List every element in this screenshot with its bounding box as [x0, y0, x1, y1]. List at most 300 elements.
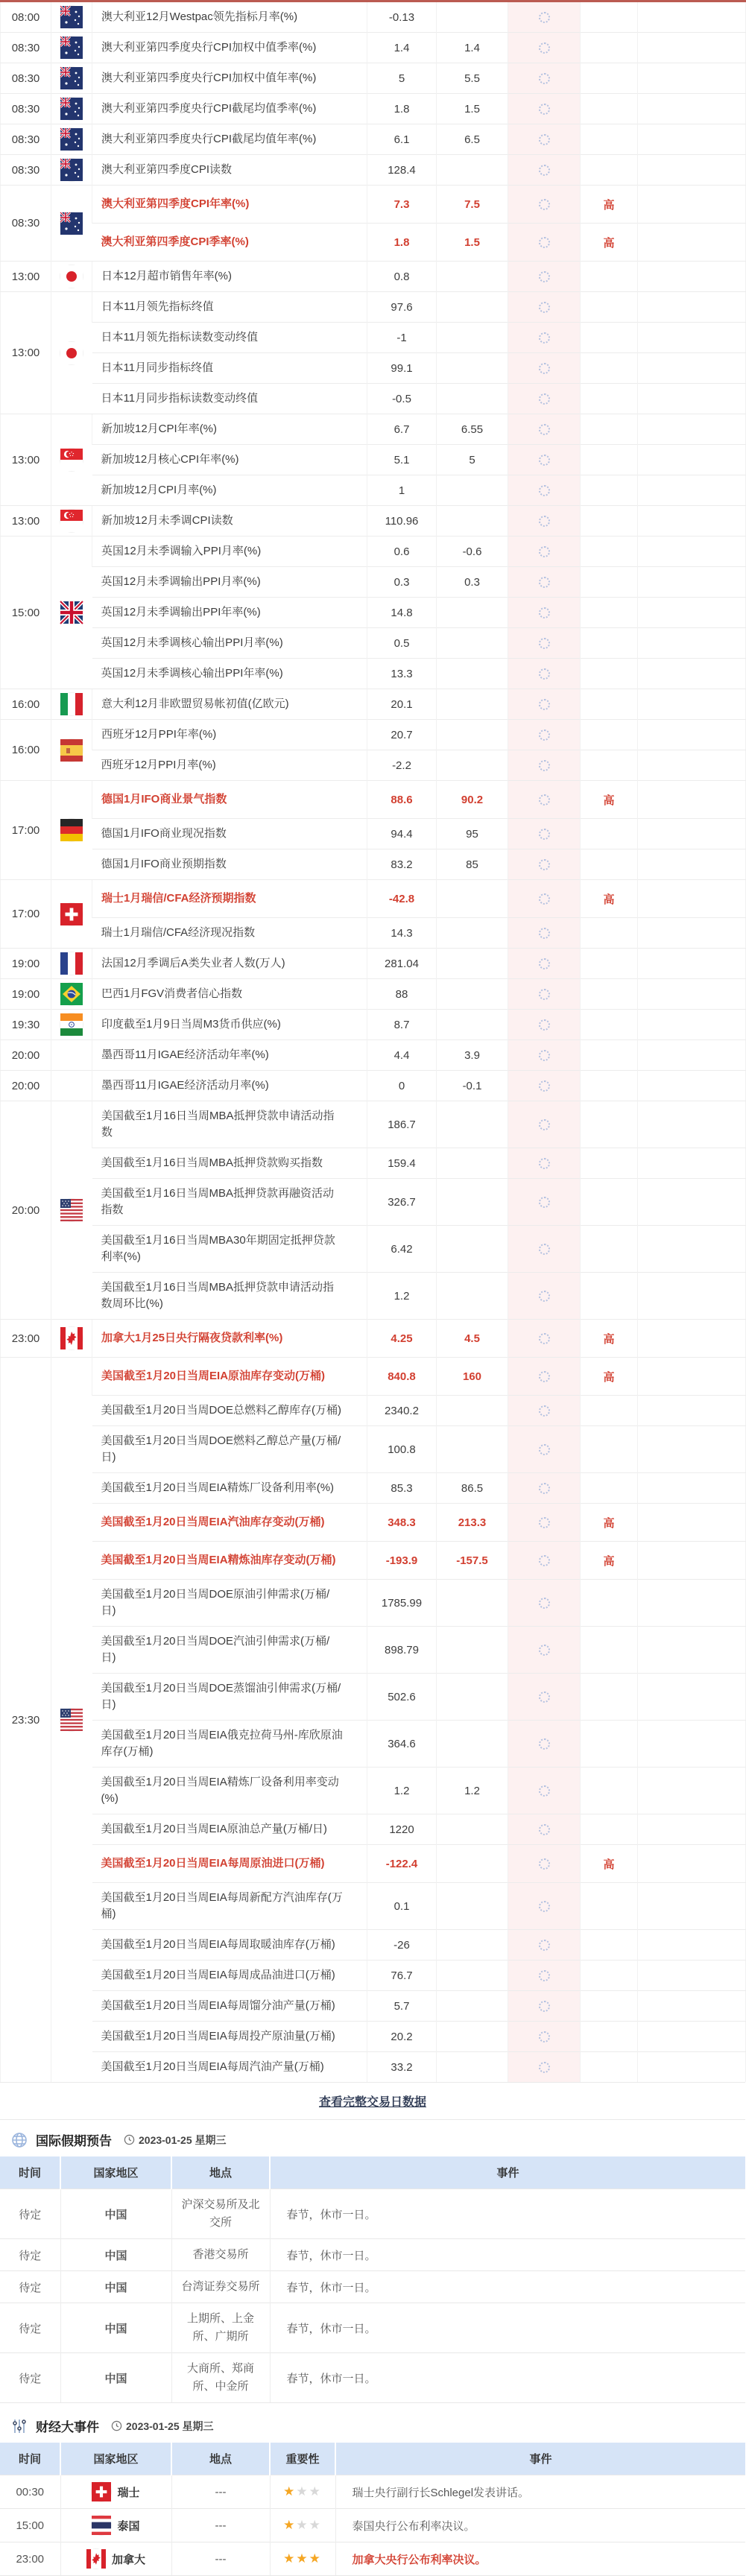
- forecast-value: 213.3: [437, 1504, 508, 1542]
- jp-flag-icon: [60, 342, 83, 364]
- release-time: 16:00: [1, 689, 51, 720]
- importance-cell: 高: [581, 1845, 638, 1883]
- effect-cell: [638, 1010, 746, 1040]
- previous-value: 0.3: [367, 567, 437, 598]
- effect-cell: [638, 384, 746, 414]
- effect-cell: [638, 1273, 746, 1320]
- effect-cell: [638, 567, 746, 598]
- indicator-name: 美国截至1月16日当周MBA抵押贷款购买指数: [92, 1148, 367, 1179]
- effect-cell: [638, 1148, 746, 1179]
- effect-cell: [638, 124, 746, 155]
- importance-cell: 高: [581, 224, 638, 262]
- published-value-cell: [508, 94, 581, 124]
- forecast-value: -0.6: [437, 537, 508, 567]
- forecast-value: [437, 1273, 508, 1320]
- release-time: 20:00: [1, 1071, 51, 1101]
- holiday-country: 中国: [60, 2353, 171, 2403]
- importance-cell: [581, 567, 638, 598]
- col-country: 国家地区: [60, 2443, 171, 2475]
- loading-spinner-icon: [539, 12, 550, 23]
- release-time: 17:00: [1, 880, 51, 949]
- indicator-name: 澳大利亚第四季度CPI季率(%): [92, 224, 367, 262]
- importance-cell: [581, 2052, 638, 2083]
- holiday-row: [0, 2239, 745, 2271]
- previous-value: 1: [367, 475, 437, 506]
- previous-value: 1785.99: [367, 1580, 437, 1627]
- country-flag-cell: [51, 1071, 92, 1101]
- release-time: 13:00: [1, 262, 51, 292]
- country-flag-cell: [51, 262, 92, 292]
- indicator-row: [1, 537, 746, 567]
- forecast-value: 5: [437, 445, 508, 475]
- previous-value: 840.8: [367, 1358, 437, 1396]
- published-value-cell: [508, 1473, 581, 1504]
- indicator-name: 墨西哥11月IGAE经济活动年率(%): [92, 1040, 367, 1071]
- forecast-value: [437, 1179, 508, 1226]
- forecast-value: [437, 918, 508, 949]
- star-empty-icon: ★: [309, 2518, 322, 2532]
- release-time: 08:30: [1, 63, 51, 94]
- indicator-row: [1, 1273, 746, 1320]
- published-value-cell: [508, 1883, 581, 1930]
- previous-value: 128.4: [367, 155, 437, 186]
- indicator-name: 法国12月季调后A类失业者人数(万人): [92, 949, 367, 979]
- forecast-value: 90.2: [437, 781, 508, 819]
- importance-cell: [581, 262, 638, 292]
- indicator-name: 美国截至1月20日当周DOE汽油引伸需求(万桶/日): [92, 1627, 367, 1674]
- indicator-row: [1, 63, 746, 94]
- published-value-cell: [508, 567, 581, 598]
- indicator-name: 美国截至1月20日当周EIA每周原油进口(万桶): [92, 1845, 367, 1883]
- importance-cell: [581, 537, 638, 567]
- previous-value: 6.7: [367, 414, 437, 445]
- events-section-title: 财经大事件: [36, 2420, 99, 2434]
- effect-cell: [638, 224, 746, 262]
- loading-spinner-icon: [539, 332, 550, 344]
- published-value-cell: [508, 1071, 581, 1101]
- holiday-place: 香港交易所: [171, 2239, 270, 2271]
- event-country-name: 瑞士: [117, 2486, 140, 2499]
- effect-cell: [638, 1883, 746, 1930]
- effect-cell: [638, 292, 746, 323]
- previous-value: 1.2: [367, 1273, 437, 1320]
- indicator-name: 澳大利亚12月Westpac领先指标月率(%): [92, 1, 367, 33]
- previous-value: -2.2: [367, 750, 437, 781]
- indicator-row: [1, 155, 746, 186]
- de-flag-icon: [60, 819, 83, 841]
- previous-value: 8.7: [367, 1010, 437, 1040]
- indicator-name: 美国截至1月20日当周EIA精炼厂设备利用率变动(%): [92, 1768, 367, 1814]
- importance-cell: [581, 292, 638, 323]
- indicator-name: 瑞士1月瑞信/CFA经济现况指数: [92, 918, 367, 949]
- indicator-row: [1, 1320, 746, 1358]
- effect-cell: [638, 1226, 746, 1273]
- indicator-row: [1, 186, 746, 224]
- forecast-value: [437, 1426, 508, 1473]
- event-country-name: 泰国: [117, 2519, 140, 2533]
- release-time: 08:00: [11, 10, 40, 24]
- view-full-day-data-link[interactable]: 查看完整交易日数据: [318, 2096, 426, 2109]
- importance-cell: [581, 1396, 638, 1426]
- indicator-row: [1, 2052, 746, 2083]
- event-country: [60, 2509, 171, 2542]
- release-time: 08:30: [1, 124, 51, 155]
- previous-value: 281.04: [367, 949, 437, 979]
- effect-cell: [638, 750, 746, 781]
- published-value-cell: [508, 1991, 581, 2022]
- loading-spinner-icon: [539, 893, 550, 905]
- previous-value: 7.3: [367, 186, 437, 224]
- effect-cell: [638, 1, 746, 33]
- published-value-cell: [508, 1179, 581, 1226]
- events-table-header: [0, 2443, 745, 2475]
- indicator-row: [1, 880, 746, 918]
- importance-cell: [581, 1101, 638, 1148]
- view-all-row: [0, 2082, 745, 2120]
- indicator-row: [1, 1991, 746, 2022]
- effect-cell: [638, 63, 746, 94]
- indicator-name: 日本11月领先指标终值: [92, 292, 367, 323]
- loading-spinner-icon: [539, 1517, 550, 1528]
- published-value-cell: [508, 1040, 581, 1071]
- published-value-cell: [508, 2052, 581, 2083]
- published-value-cell: [508, 781, 581, 819]
- forecast-value: [437, 1883, 508, 1930]
- previous-value: 6.1: [367, 124, 437, 155]
- published-value-cell: [508, 598, 581, 628]
- previous-value: 0.8: [367, 262, 437, 292]
- release-time: 17:00: [1, 781, 51, 880]
- country-flag-cell: [51, 292, 92, 414]
- holiday-section-title: 国际假期预告: [36, 2134, 112, 2148]
- loading-spinner-icon: [539, 760, 550, 771]
- published-value-cell: [508, 384, 581, 414]
- au-flag-icon: [60, 159, 83, 181]
- indicator-name: 美国截至1月20日当周EIA俄克拉荷马州-库欣原油库存(万桶): [92, 1721, 367, 1768]
- col-event: 事件: [270, 2156, 745, 2189]
- loading-spinner-icon: [539, 485, 550, 496]
- loading-spinner-icon: [539, 73, 550, 84]
- previous-value: -42.8: [367, 880, 437, 918]
- effect-cell: [638, 186, 746, 224]
- effect-cell: [638, 1179, 746, 1226]
- published-value-cell: [508, 849, 581, 880]
- indicator-name: 澳大利亚第四季度央行CPI截尾均值年率(%): [92, 124, 367, 155]
- importance-cell: [581, 1627, 638, 1674]
- indicator-name: 印度截至1月9日当周M3货币供应(%): [92, 1010, 367, 1040]
- indicator-row: [1, 1721, 746, 1768]
- indicator-row: [1, 1930, 746, 1961]
- star-filled-icon: ★: [283, 2484, 297, 2499]
- published-value-cell: [508, 628, 581, 659]
- holiday-event: 春节，休市一日。: [270, 2353, 745, 2403]
- au-flag-icon: [60, 67, 83, 89]
- holiday-place: 上期所、上金所、广期所: [171, 2303, 270, 2353]
- indicator-row: [1, 949, 746, 979]
- importance-cell: [581, 155, 638, 186]
- star-filled-icon: ★: [283, 2551, 297, 2566]
- effect-cell: [638, 506, 746, 537]
- indicator-row: [1, 1768, 746, 1814]
- indicator-name: 美国截至1月20日当周EIA精炼油库存变动(万桶): [92, 1542, 367, 1580]
- effect-cell: [638, 155, 746, 186]
- indicator-name: 德国1月IFO商业景气指数: [92, 781, 367, 819]
- published-value-cell: [508, 1148, 581, 1179]
- indicator-name: 西班牙12月PPI月率(%): [92, 750, 367, 781]
- published-value-cell: [508, 2022, 581, 2052]
- br-flag-icon: [60, 983, 83, 1005]
- previous-value: 5: [367, 63, 437, 94]
- loading-spinner-icon: [539, 1019, 550, 1031]
- importance-cell: 高: [581, 1358, 638, 1396]
- star-empty-icon: ★: [296, 2484, 309, 2499]
- indicator-row: [1, 1426, 746, 1473]
- effect-cell: [638, 33, 746, 63]
- effect-cell: [638, 628, 746, 659]
- indicator-row: [1, 1627, 746, 1674]
- country-flag-cell: [51, 186, 92, 262]
- previous-value: -26: [367, 1930, 437, 1961]
- country-flag-cell: [51, 979, 92, 1010]
- event-importance: [270, 2475, 335, 2509]
- previous-value: 502.6: [367, 1674, 437, 1721]
- effect-cell: [638, 445, 746, 475]
- event-description: 瑞士央行副行长Schlegel发表讲话。: [335, 2475, 745, 2509]
- col-time: 时间: [0, 2156, 60, 2189]
- indicator-name: 新加坡12月核心CPI年率(%): [92, 445, 367, 475]
- event-row: [0, 2509, 745, 2542]
- published-value-cell: [508, 1627, 581, 1674]
- previous-value: 88.6: [367, 781, 437, 819]
- release-time: 08:30: [1, 155, 51, 186]
- forecast-value: [437, 384, 508, 414]
- effect-cell: [638, 659, 746, 689]
- au-flag-icon: [60, 98, 83, 120]
- event-time: 23:00: [0, 2542, 60, 2576]
- star-filled-icon: ★: [309, 2551, 322, 2566]
- importance-cell: [581, 628, 638, 659]
- jp-flag-icon: [60, 265, 83, 288]
- published-value-cell: [508, 414, 581, 445]
- importance-cell: [581, 2022, 638, 2052]
- indicator-name: 巴西1月FGV消费者信心指数: [92, 979, 367, 1010]
- forecast-value: [437, 262, 508, 292]
- indicator-row: [1, 979, 746, 1010]
- forecast-value: [437, 1721, 508, 1768]
- indicator-row: [1, 323, 746, 353]
- published-value-cell: [508, 186, 581, 224]
- published-value-cell: [508, 819, 581, 849]
- holiday-event: 春节，休市一日。: [270, 2303, 745, 2353]
- forecast-value: [437, 949, 508, 979]
- forecast-value: 1.5: [437, 224, 508, 262]
- forecast-value: [437, 2052, 508, 2083]
- previous-value: 97.6: [367, 292, 437, 323]
- indicator-name: 英国12月未季调核心输出PPI年率(%): [92, 659, 367, 689]
- loading-spinner-icon: [539, 1050, 550, 1061]
- indicator-row: [1, 1040, 746, 1071]
- previous-value: 898.79: [367, 1627, 437, 1674]
- col-place: 地点: [171, 2156, 270, 2189]
- forecast-value: -0.1: [437, 1071, 508, 1101]
- loading-spinner-icon: [539, 546, 550, 557]
- published-value-cell: [508, 689, 581, 720]
- indicator-row: [1, 2022, 746, 2052]
- release-time: 23:00: [1, 1320, 51, 1358]
- indicator-row: [1, 849, 746, 880]
- previous-value: 4.4: [367, 1040, 437, 1071]
- country-flag-cell: [51, 33, 92, 63]
- star-filled-icon: ★: [296, 2551, 309, 2566]
- loading-spinner-icon: [539, 730, 550, 741]
- published-value-cell: [508, 1961, 581, 1991]
- indicator-name: 美国截至1月20日当周EIA每周投产原油量(万桶): [92, 2022, 367, 2052]
- country-flag-cell: [51, 720, 92, 781]
- forecast-value: [437, 880, 508, 918]
- forecast-value: 7.5: [437, 186, 508, 224]
- published-value-cell: [508, 880, 581, 918]
- loading-spinner-icon: [539, 1645, 550, 1656]
- loading-spinner-icon: [539, 1738, 550, 1750]
- published-value-cell: [508, 506, 581, 537]
- indicator-row: [1, 384, 746, 414]
- indicator-name: 德国1月IFO商业预期指数: [92, 849, 367, 880]
- forecast-value: [437, 1814, 508, 1845]
- holiday-table-header: [0, 2156, 745, 2189]
- importance-cell: [581, 1273, 638, 1320]
- importance-cell: [581, 1473, 638, 1504]
- published-value-cell: [508, 292, 581, 323]
- forecast-value: [437, 598, 508, 628]
- event-place: ---: [171, 2475, 270, 2509]
- forecast-value: [437, 1010, 508, 1040]
- indicator-row: [1, 659, 746, 689]
- importance-cell: [581, 1768, 638, 1814]
- indicator-row: [1, 1179, 746, 1226]
- published-value-cell: [508, 720, 581, 750]
- loading-spinner-icon: [539, 1405, 550, 1417]
- holiday-row: [0, 2303, 745, 2353]
- published-value-cell: [508, 155, 581, 186]
- previous-value: 6.42: [367, 1226, 437, 1273]
- indicator-row: [1, 1814, 746, 1845]
- holiday-row: [0, 2189, 745, 2239]
- indicator-row: [1, 33, 746, 63]
- importance-cell: [581, 1148, 638, 1179]
- importance-cell: 高: [581, 880, 638, 918]
- loading-spinner-icon: [539, 699, 550, 710]
- holiday-time: 待定: [0, 2271, 60, 2303]
- indicator-name: 日本11月同步指标终值: [92, 353, 367, 384]
- holiday-table: [0, 2156, 745, 2403]
- importance-cell: [581, 1580, 638, 1627]
- forecast-value: [437, 979, 508, 1010]
- holiday-country: 中国: [60, 2189, 171, 2239]
- loading-spinner-icon: [539, 134, 550, 145]
- country-flag-cell: [51, 537, 92, 689]
- indicator-name: 新加坡12月未季调CPI读数: [92, 506, 367, 537]
- importance-cell: [581, 1961, 638, 1991]
- importance-cell: [581, 918, 638, 949]
- previous-value: 364.6: [367, 1721, 437, 1768]
- loading-spinner-icon: [539, 165, 550, 176]
- release-time: 13:00: [1, 292, 51, 414]
- col-importance: 重要性: [270, 2443, 335, 2475]
- indicator-name: 德国1月IFO商业现况指数: [92, 819, 367, 849]
- importance-cell: [581, 506, 638, 537]
- release-time: 20:00: [1, 1101, 51, 1320]
- importance-cell: [581, 720, 638, 750]
- indicator-row: [1, 781, 746, 819]
- previous-value: 94.4: [367, 819, 437, 849]
- loading-spinner-icon: [539, 2001, 550, 2012]
- effect-cell: [638, 1101, 746, 1148]
- country-flag-cell: [51, 781, 92, 880]
- forecast-value: [437, 1148, 508, 1179]
- importance-cell: [581, 1226, 638, 1273]
- holiday-event: 春节，休市一日。: [270, 2189, 745, 2239]
- published-value-cell: [508, 124, 581, 155]
- country-flag-cell: [51, 124, 92, 155]
- loading-spinner-icon: [539, 1158, 550, 1169]
- indicator-name: 澳大利亚第四季度CPI读数: [92, 155, 367, 186]
- indicator-name: 美国截至1月20日当周EIA汽油库存变动(万桶): [92, 1504, 367, 1542]
- holiday-time: 待定: [0, 2239, 60, 2271]
- loading-spinner-icon: [539, 455, 550, 466]
- indicator-row: [1, 918, 746, 949]
- indicator-row: [1, 1845, 746, 1883]
- sliders-icon: [10, 2417, 28, 2435]
- forecast-value: [437, 155, 508, 186]
- forecast-value: [437, 1101, 508, 1148]
- indicator-name: 澳大利亚第四季度央行CPI加权中值年率(%): [92, 63, 367, 94]
- previous-value: 1.4: [367, 33, 437, 63]
- published-value-cell: [508, 659, 581, 689]
- clock-icon: [124, 2134, 135, 2145]
- forecast-value: [437, 659, 508, 689]
- loading-spinner-icon: [539, 989, 550, 1000]
- holiday-place: 大商所、郑商所、中金所: [171, 2353, 270, 2403]
- importance-cell: [581, 445, 638, 475]
- published-value-cell: [508, 1426, 581, 1473]
- importance-cell: 高: [581, 186, 638, 224]
- importance-cell: [581, 1674, 638, 1721]
- previous-value: 88: [367, 979, 437, 1010]
- indicator-row: [1, 292, 746, 323]
- col-place: 地点: [171, 2443, 270, 2475]
- indicator-row: [1, 1961, 746, 1991]
- previous-value: 20.1: [367, 689, 437, 720]
- effect-cell: [638, 1071, 746, 1101]
- indicator-name: 美国截至1月20日当周EIA每周汽油产量(万桶): [92, 2052, 367, 2083]
- importance-cell: [581, 33, 638, 63]
- importance-cell: [581, 750, 638, 781]
- holiday-event: 春节，休市一日。: [270, 2239, 745, 2271]
- effect-cell: [638, 979, 746, 1010]
- loading-spinner-icon: [539, 1692, 550, 1703]
- forecast-value: 95: [437, 819, 508, 849]
- previous-value: 110.96: [367, 506, 437, 537]
- indicator-name: 美国截至1月20日当周DOE总燃料乙醇库存(万桶): [92, 1396, 367, 1426]
- loading-spinner-icon: [539, 424, 550, 435]
- importance-cell: [581, 1071, 638, 1101]
- release-time: 16:00: [1, 720, 51, 781]
- effect-cell: [638, 598, 746, 628]
- importance-cell: 高: [581, 1542, 638, 1580]
- indicator-name: 美国截至1月16日当周MBA抵押贷款申请活动指数: [92, 1101, 367, 1148]
- loading-spinner-icon: [539, 516, 550, 527]
- previous-value: 2340.2: [367, 1396, 437, 1426]
